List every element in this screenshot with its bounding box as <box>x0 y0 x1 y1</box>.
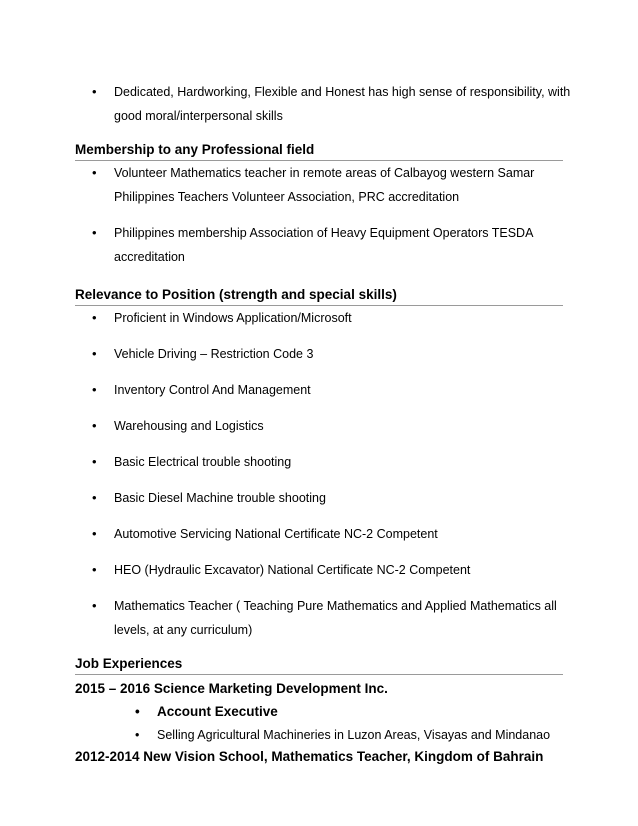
list-item: • HEO (Hydraulic Excavator) National Certificate NC-2 Competent <box>92 558 572 582</box>
experience-heading: Job Experiences <box>75 655 563 675</box>
list-item: • Proficient in Windows Application/Microsoft <box>92 306 572 330</box>
list-item: • Basic Diesel Machine trouble shooting <box>92 486 572 510</box>
list-item: • Philippines membership Association of Heavy Equipment Operators TESDA accreditation <box>92 221 572 269</box>
list-item: • Dedicated, Hardworking, Flexible and Honest has high sense of responsibility, with good moral/interpersonal skills <box>92 80 572 128</box>
list-item: • Volunteer Mathematics teacher in remote areas of Calbayog western Samar Philippines Teachers Volunteer Association, PRC accreditation <box>92 161 572 209</box>
membership-heading: Membership to any Professional field <box>75 141 563 161</box>
relevance-heading: Relevance to Position (strength and special skills) <box>75 286 563 306</box>
job-role: • Account Executive <box>135 703 278 721</box>
list-item: • Basic Electrical trouble shooting <box>92 450 572 474</box>
job-title: 2012-2014 New Vision School, Mathematics Teacher, Kingdom of Bahrain <box>75 749 544 764</box>
intro-list <box>92 80 572 128</box>
skills-list <box>92 306 572 642</box>
membership-list <box>92 161 572 269</box>
list-item: • Inventory Control And Management <box>92 378 572 402</box>
list-item: • Warehousing and Logistics <box>92 414 572 438</box>
list-item: • Mathematics Teacher ( Teaching Pure Mathematics and Applied Mathematics all levels, at any curriculum) <box>92 594 572 642</box>
list-item: • Vehicle Driving – Restriction Code 3 <box>92 342 572 366</box>
job-title: 2015 – 2016 Science Marketing Development Inc. <box>75 681 388 696</box>
job-duty: • Selling Agricultural Machineries in Luzon Areas, Visayas and Mindanao <box>135 726 550 744</box>
list-item: • Automotive Servicing National Certificate NC-2 Competent <box>92 522 572 546</box>
